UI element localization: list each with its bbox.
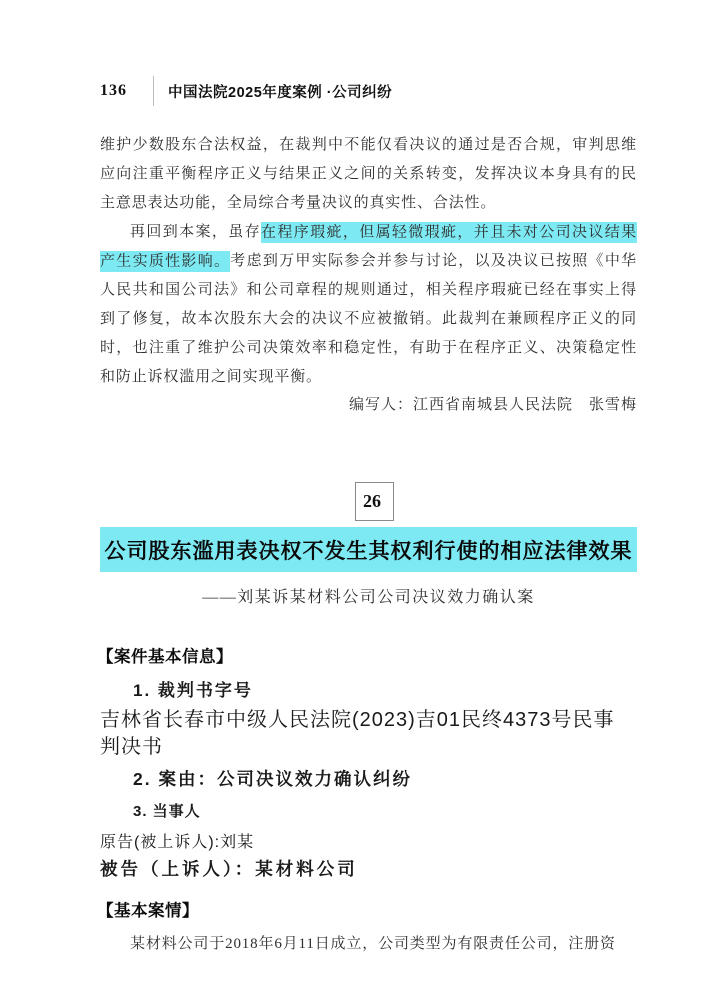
parties-label: 3. 当事人 xyxy=(133,803,201,820)
header-divider xyxy=(153,76,154,106)
prev-case-paragraph-2 xyxy=(100,218,637,392)
section-heading-basic-info: 【案件基本信息】 xyxy=(97,648,233,666)
case-number-box xyxy=(355,482,394,521)
running-head-title: 中国法院2025年度案例 ·公司纠纷 xyxy=(168,84,393,101)
page-header xyxy=(100,76,635,106)
plaintiff-line: 原告(被上诉人):刘某 xyxy=(100,834,255,851)
judgment-number-value: 吉林省长春市中级人民法院(2023)吉01民终4373号民事判决书 xyxy=(100,709,615,758)
defendant-line: 被告（上诉人）：某材料公司 xyxy=(100,859,358,879)
paragraph-text: 再回到本案，虽存 xyxy=(130,224,261,240)
cyan-highlighted-text: 在程序瑕疵，但属轻微瑕疵，并且未对公司决议结果产生实质性影响。 xyxy=(100,222,637,272)
section-heading-facts: 【基本案情】 xyxy=(97,902,199,920)
case-title-highlight-band xyxy=(100,527,637,572)
paragraph-text: 考虑到万甲实际参会并参与讨论，以及决议已按照《中华人民共和国公司法》和公司章程的规则通过，相关程序瑕疵已经在事实上得到了修复，故本次股东大会的决议不应被撤销。此裁判在兼顾程序正义的同时，也注重了维护公司决策效率和稳定性，有助于在程序正义、决策稳定性和防止诉权滥用之间实现平衡。 xyxy=(100,253,637,385)
facts-first-line: 某材料公司于2018年6月11日成立，公司类型为有限责任公司，注册资 xyxy=(130,936,616,952)
case-subtitle: ——刘某诉某材料公司公司决议效力确认案 xyxy=(202,589,535,606)
page-number: 136 xyxy=(100,82,127,99)
prev-case-paragraph-1: 维护少数股东合法权益，在裁判中不能仅看决议的通过是否合规，审判思维应向注重平衡程序正义与结果正义之间的关系转变，发挥决议本身具有的民主意思表达功能，全局综合考量决议的真实性、合法性。 xyxy=(100,137,637,211)
author-attribution: 编写人：江西省南城县人民法院 张雪梅 xyxy=(348,397,637,413)
case-title: 公司股东滥用表决权不发生其权利行使的相应法律效果 xyxy=(104,539,633,563)
judgment-number-label: 1. 裁判书字号 xyxy=(133,681,253,700)
case-number: 26 xyxy=(363,491,381,511)
cause-of-action: 2. 案由：公司决议效力确认纠纷 xyxy=(133,769,412,789)
